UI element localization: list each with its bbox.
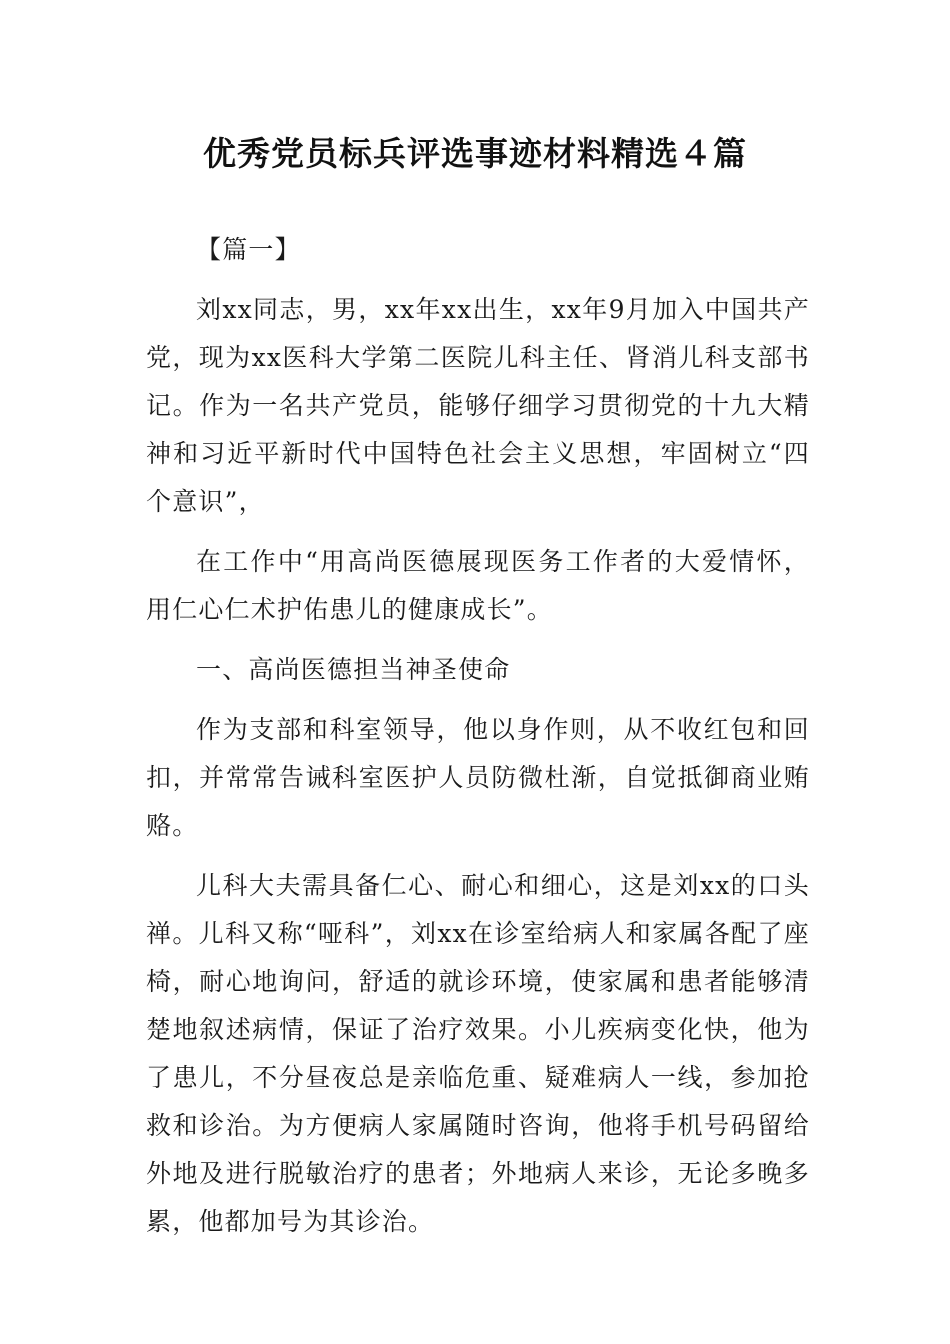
section-heading: 一、高尚医德担当神圣使命 bbox=[196, 655, 511, 684]
paragraph-intro: 刘xx同志，男，xx年xx出生，xx年9月加入中国共产党，现为xx医科大学第二医院儿科主任、肾消儿科支部书记。作为一名共产党员，能够仔细学习贯彻党的十九大精神和习近平新时代中国特色社会主义思想，牢固树立“四个意识”， bbox=[146, 295, 810, 516]
paragraph-integrity: 作为支部和科室领导，他以身作则，从不收红包和回扣，并常常告诫科室医护人员防微杜渐，自觉抵御商业贿赂。 bbox=[146, 715, 810, 840]
section-label: 【篇一】 bbox=[196, 235, 301, 264]
paragraph-motto: 在工作中“用高尚医德展现医务工作者的大爱情怀，用仁心仁术护佑患儿的健康成长”。 bbox=[146, 547, 810, 624]
document-body bbox=[146, 226, 810, 1258]
document-title: 优秀党员标兵评选事迹材料精选４篇 bbox=[203, 134, 747, 173]
paragraph-patient-care: 儿科大夫需具备仁心、耐心和细心，这是刘xx的口头禅。儿科又称“哑科”，刘xx在诊室给病人和家属各配了座椅，耐心地询问，舒适的就诊环境，使家属和患者能够清楚地叙述病情，保证了治疗效果。小儿疾病变化快，他为了患儿，不分昼夜总是亲临危重、疑难病人一线，参加抢救和诊治。为方便病人家属随时咨询，他将手机号码留给外地及进行脱敏治疗的患者；外地病人来诊，无论多晚多累，他都加号为其诊治。 bbox=[146, 871, 810, 1236]
